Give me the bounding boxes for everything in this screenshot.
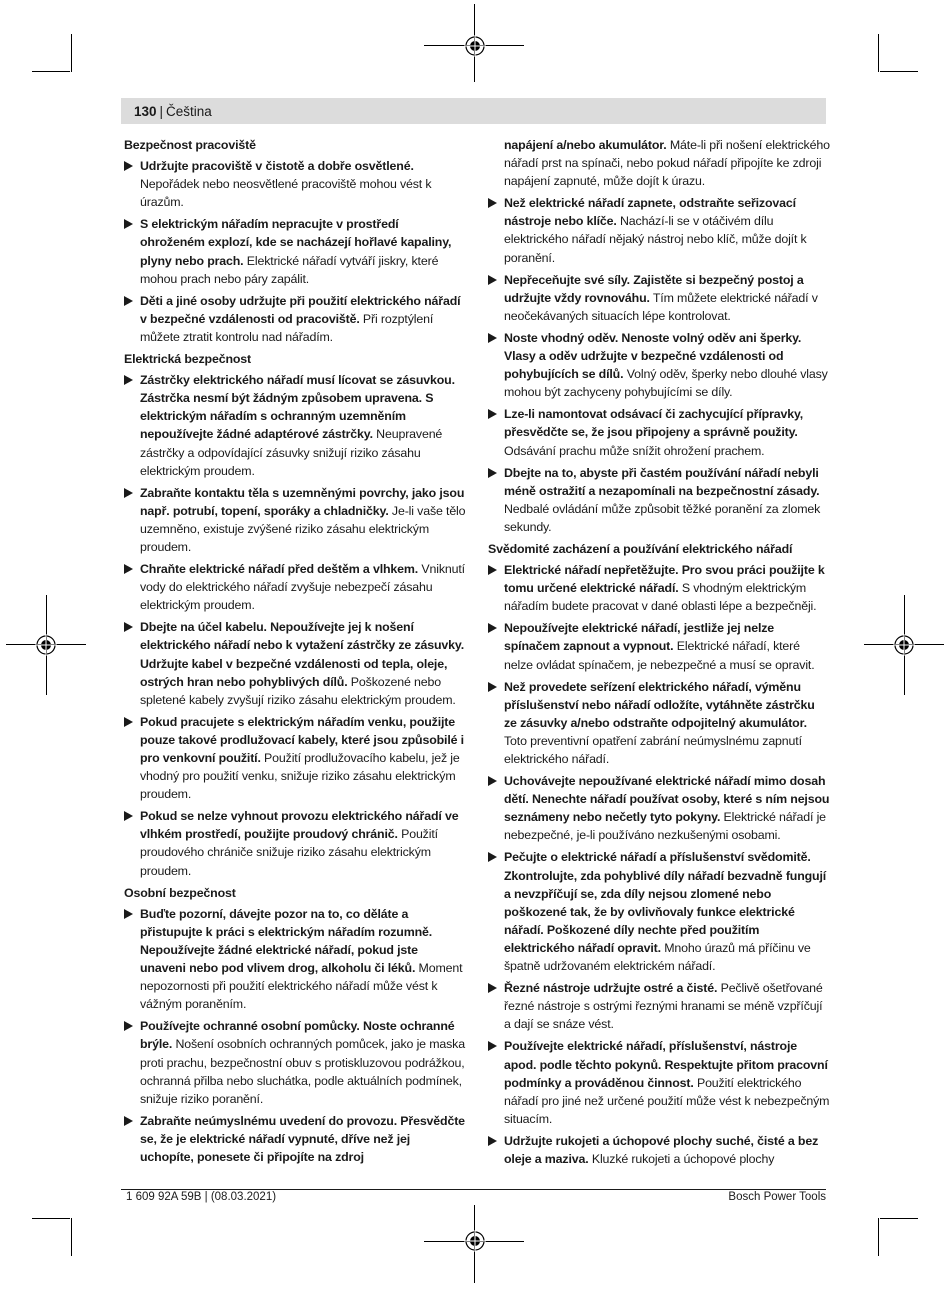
page-number: 130 <box>134 104 157 119</box>
section-title: Osobní bezpečnost <box>124 885 236 900</box>
footer-brand: Bosch Power Tools <box>728 1191 826 1203</box>
bullet-arrow-icon <box>488 275 497 285</box>
crop-mark <box>71 34 72 72</box>
list-item: Udržujte rukojeti a úchopové plochy suché, čisté a bez oleje a maziva. Kluzké rukojeti a úchopové plochy <box>488 1132 830 1168</box>
list-item: Chraňte elektrické nářadí před deštěm a vlhkem. Vniknutí vody do elektrického nářadí zvyšuje nebezpečí zásahu elektrickým proudem. <box>124 560 466 614</box>
crop-mark <box>880 1218 918 1219</box>
list-item: Buďte pozorní, dávejte pozor na to, co děláte a přistupujte k práci s elektrickým nářadím rozumně. Nepoužívejte žádné elektrické nářadí, pokud jste unaveni nebo pod vlivem drog, alkoholu či léků. Moment nepozornosti při použití elektrického nářadí může vést k vážným poraněním. <box>124 905 466 1014</box>
bullet-arrow-icon <box>124 717 133 727</box>
list-item: Pokud pracujete s elektrickým nářadím venku, použijte pouze takové prodlužovací kabely, které jsou způsobilé i pro venkovní použití. Použití prodlužovacího kabelu, jež je vhodný pro použití venku, snižuje riziko zásahu elektrickým proudem. <box>124 713 466 803</box>
crop-mark <box>71 1218 72 1256</box>
crop-mark <box>880 71 918 72</box>
section-title: Elektrická bezpečnost <box>124 352 252 367</box>
bullet-arrow-icon <box>124 219 133 229</box>
bullet-arrow-icon <box>488 565 497 575</box>
bullet-arrow-icon <box>488 333 497 343</box>
list-item: Zabraňte kontaktu těla s uzemněnými povrchy, jako jsou např. potrubí, topení, sporáky a chladničky. Je-li vaše tělo uzemněno, existuje zvýšené riziko zásahu elektrickým proudem. <box>124 484 466 556</box>
bullet-arrow-icon <box>488 198 497 208</box>
bullet-arrow-icon <box>124 1116 133 1126</box>
bullet-arrow-icon <box>488 682 497 692</box>
footer-divider <box>121 1189 826 1190</box>
list-item: Lze-li namontovat odsávací či zachycující přípravky, přesvědčte se, že jsou připojeny a správně použity. Odsávání prachu může snížit ohrožení prachem. <box>488 405 830 459</box>
list-item: Než elektrické nářadí zapnete, odstraňte seřizovací nástroje nebo klíče. Nachází-li se v otáčivém dílu elektrického nářadí nějaký nástroj nebo klíč, může dojít k poranění. <box>488 194 830 266</box>
page-header-bar <box>121 98 826 124</box>
list-item: Noste vhodný oděv. Nenoste volný oděv ani šperky. Vlasy a oděv udržujte v bezpečné vzdálenosti od pohybujících se dílů. Volný oděv, šperky nebo dlouhé vlasy mohou být zachyceny pohybujícími se díly. <box>488 329 830 401</box>
bullet-arrow-icon <box>124 622 133 632</box>
list-item: Používejte ochranné osobní pomůcky. Noste ochranné brýle. Nošení osobních ochranných pomůcek, jako je maska proti prachu, bezpečnostní obuv s protiskluzovou podrážkou, ochranná přilba nebo sluchátka, podle aktuálních podmínek, snižuje riziko poranění. <box>124 1017 466 1107</box>
bullet-arrow-icon <box>488 852 497 862</box>
crop-mark <box>32 71 70 72</box>
registration-mark-icon <box>893 634 915 656</box>
list-item: Nepřeceňujte své síly. Zajistěte si bezpečný postoj a udržujte vždy rovnováhu. Tím můžete elektrické nářadí v neočekávaných situacích lépe kontrolovat. <box>488 271 830 325</box>
list-item: Dbejte na účel kabelu. Nepoužívejte jej k nošení elektrického nářadí nebo k vytažení zástrčky ze zásuvky. Udržujte kabel v bezpečné vzdálenosti od tepla, oleje, ostrých hran nebo pohyblivých dílů. Poškozené nebo spletené kabely zvyšují riziko zásahu elektrickým proudem. <box>124 618 466 708</box>
page-header: 130 | Čeština <box>134 104 212 119</box>
list-item: Děti a jiné osoby udržujte při použití elektrického nářadí v bezpečné vzdálenosti od pracoviště. Při rozptýlení můžete ztratit kontrolu nad nářadím. <box>124 292 466 346</box>
list-item: Nepoužívejte elektrické nářadí, jestliže jej nelze spínačem zapnout a vypnout. Elektrické nářadí, které nelze ovládat spínačem, je nebezpečné a musí se opravit. <box>488 619 830 673</box>
list-item: Zástrčky elektrického nářadí musí lícovat se zásuvkou. Zástrčka nesmí být žádným způsobem upravena. S elektrickým nářadím s ochranným uzemněním nepoužívejte žádné adaptérové zástrčky. Neupravené zástrčky a odpovídající zásuvky snižují riziko zásahu elektrickým proudem. <box>124 371 466 480</box>
left-column <box>124 136 466 1170</box>
crop-mark <box>878 34 879 72</box>
bullet-arrow-icon <box>488 468 497 478</box>
right-column <box>488 136 830 1172</box>
list-item-continuation: napájení a/nebo akumulátor. Máte-li při nošení elektrického nářadí prst na spínači, nebo pokud nářadí připojíte ke zdroji napájení zapnuté, může dojít k úrazu. <box>504 138 830 189</box>
bullet-arrow-icon <box>488 776 497 786</box>
bullet-arrow-icon <box>124 375 133 385</box>
list-item: Dbejte na to, abyste při častém používání nářadí nebyli méně ostražití a nezapomínali na bezpečnostní zásady. Nedbalé ovládání může způsobit těžké poranění za zlomek sekundy. <box>488 464 830 536</box>
list-item: Než provedete seřízení elektrického nářadí, výměnu příslušenství nebo nářadí odložíte, vytáhněte zástrčku ze zásuvky a/nebo odstraňte odpojitelný akumulátor. Toto preventivní opatření zabrání neúmyslnému zapnutí elektrického nářadí. <box>488 678 830 768</box>
bullet-arrow-icon <box>124 909 133 919</box>
section-title: Bezpečnost pracoviště <box>124 138 256 152</box>
list-item: Zabraňte neúmyslnému uvedení do provozu. Přesvědčte se, že je elektrické nářadí vypnuté, dříve než jej uchopíte, ponesete či připojíte na zdroj <box>124 1112 466 1166</box>
bullet-arrow-icon <box>488 1136 497 1146</box>
registration-mark-icon <box>464 35 486 57</box>
list-item: Používejte elektrické nářadí, příslušenství, nástroje apod. podle těchto pokynů. Respektujte přitom pracovní podmínky a prováděnou činnost. Použití elektrického nářadí pro jiné než určené použití může vést k nebezpečným situacím. <box>488 1037 830 1127</box>
page-language: Čeština <box>166 104 212 119</box>
registration-mark-icon <box>35 634 57 656</box>
bullet-arrow-icon <box>488 983 497 993</box>
bullet-arrow-icon <box>124 161 133 171</box>
list-item: S elektrickým nářadím nepracujte v prostředí ohroženém explozí, kde se nacházejí hořlavé kapaliny, plyny nebo prach. Elektrické nářadí vytváří jiskry, které mohou prach nebo páry zapálit. <box>124 215 466 287</box>
list-item: Elektrické nářadí nepřetěžujte. Pro svou práci použijte k tomu určené elektrické nářadí. S vhodným elektrickým nářadím budete pracovat v dané oblasti lépe a bezpečněji. <box>488 561 830 615</box>
registration-mark-icon <box>464 1230 486 1252</box>
list-item: Řezné nástroje udržujte ostré a čisté. Pečlivě ošetřované řezné nástroje s ostrými řeznými hranami se méně vzpříčují a dají se snáze vést. <box>488 979 830 1033</box>
crop-mark <box>878 1218 879 1256</box>
bullet-arrow-icon <box>488 1041 497 1051</box>
list-item: Pečujte o elektrické nářadí a příslušenství svědomitě. Zkontrolujte, zda pohyblivé díly nářadí bezvadně fungují a nevzpříčují se, zda díly nejsou zlomené nebo poškozené tak, že by ovlivňovaly funkce elektrické nářadí. Poškozené díly nechte před použitím elektrického nářadí opravit. Mnoho úrazů má příčinu ve špatně udržovaném elektrickém nářadí. <box>488 848 830 975</box>
footer-doc-code: 1 609 92A 59B | (08.03.2021) <box>126 1191 277 1203</box>
list-item: Uchovávejte nepoužívané elektrické nářadí mimo dosah dětí. Nenechte nářadí používat osoby, které s ním nejsou seznámeny nebo nečetly tyto pokyny. Elektrické nářadí je nebezpečné, je-li používáno nezkušenými osobami. <box>488 772 830 844</box>
bullet-arrow-icon <box>488 623 497 633</box>
bullet-arrow-icon <box>124 296 133 306</box>
section-title: Svědomité zacházení a používání elektrického nářadí <box>488 541 793 556</box>
bullet-arrow-icon <box>124 488 133 498</box>
list-item: Udržujte pracoviště v čistotě a dobře osvětlené. Nepořádek nebo neosvětlené pracoviště mohou vést k úrazům. <box>124 157 466 211</box>
bullet-arrow-icon <box>124 564 133 574</box>
bullet-arrow-icon <box>488 409 497 419</box>
bullet-arrow-icon <box>124 811 133 821</box>
bullet-arrow-icon <box>124 1021 133 1031</box>
crop-mark <box>32 1218 70 1219</box>
list-item: Pokud se nelze vyhnout provozu elektrického nářadí ve vlhkém prostředí, použijte proudový chránič. Použití proudového chrániče snižuje riziko zásahu elektrickým proudem. <box>124 807 466 879</box>
